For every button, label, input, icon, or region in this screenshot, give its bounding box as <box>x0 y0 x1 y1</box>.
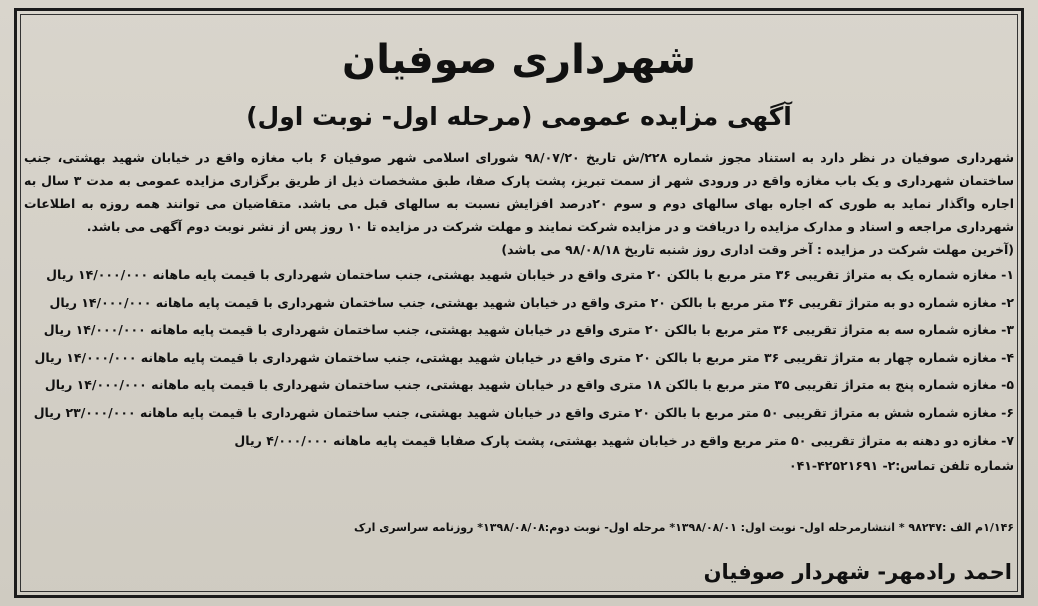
publication-info: ۱/۱۴۶م الف :۹۸۲۴۷ * انتشارمرحله اول- نوبت اول: ۱۳۹۸/۰۸/۰۱* مرحله اول- نوبت دوم:۱۳۹۸/۰۸/۰۸* روزنامه سراسری ارک <box>354 521 1014 534</box>
shop-item-2: ۲- مغازه شماره دو به متراژ تقریبی ۳۶ متر مربع با بالکن ۲۰ متری واقع در خیابان شهید بهشتی، جنب ساختمان شهرداری با قیمت پایه ماهانه ۱۴/۰۰۰/۰۰۰ ریال <box>49 294 1014 310</box>
shop-item-5: ۵- مغازه شماره پنج به متراژ تقریبی ۳۵ متر مربع با بالکن ۱۸ متری واقع در خیابان شهید بهشتی، جنب ساختمان شهرداری با قیمت پایه ماهانه ۱۴/۰۰۰/۰۰۰ ریال <box>44 377 1014 393</box>
mayor-signature: احمد رادمهر- شهردار صوفیان <box>703 560 1012 584</box>
shop-item-3: ۳- مغازه شماره سه به متراژ تقریبی ۳۶ متر مربع با بالکن ۲۰ متری واقع در خیابان شهید بهشتی، جنب ساختمان شهرداری با قیمت پایه ماهانه ۱۴/۰۰۰/۰۰۰ ریال <box>43 322 1014 338</box>
shop-item-1: ۱- مغازه شماره یک به متراژ تقریبی ۳۶ متر مربع با بالکن ۲۰ متری واقع در خیابان شهید بهشتی، جنب ساختمان شهرداری با قیمت پایه ماهانه ۱۴/۰۰۰/۰۰۰ ریال <box>46 267 1014 282</box>
shop-item-6: ۶- مغازه شماره شش به متراژ تقریبی ۵۰ متر مربع با بالکن ۲۰ متری واقع در خیابان شهید بهشتی، جنب ساختمان شهرداری با قیمت پایه ماهانه ۲۳/۰۰۰/۰۰۰ ریال <box>33 404 1014 420</box>
shop-list <box>24 261 1014 454</box>
shop-item-4: ۴- مغازه شماره چهار به متراژ تقریبی ۳۶ متر مربع با بالکن ۲۰ متری واقع در خیابان شهید بهشتی، جنب ساختمان شهرداری با قیمت پایه ماهانه ۱۴/۰۰۰/۰۰۰ ریال <box>34 349 1014 365</box>
deadline-note: (آخرین مهلت شرکت در مزایده : آخر وقت اداری روز شنبه تاریخ ۹۸/۰۸/۱۸ می باشد) <box>501 242 1014 257</box>
ad-body <box>24 146 1014 478</box>
auction-subtitle: آگهی مزایده عمومی (مرحله اول- نوبت اول) <box>246 102 792 131</box>
contact-phone: شماره تلفن تماس:۲- ۴۲۵۲۱۶۹۱-۰۴۱ <box>788 458 1014 474</box>
intro-paragraph: شهرداری صوفیان در نظر دارد به استناد مجوز شماره ۲۲۸/ش تاریخ ۹۸/۰۷/۲۰ شورای اسلامی شهر صوفیان ۶ باب مغازه واقع در خیابان شهید بهشتی، جنب ساختمان شهرداری و یک باب مغازه واقع در ورودی شهر از سمت تبریز، پشت پارک صفا، طبق مشخصات ذیل از طریق برگزاری مزایده عمومی به مدت ۳ سال به اجاره واگذار نماید به طوری که اجاره بهای سالهای دوم و سوم ۲۰درصد افزایش نسبت به سالهای قبل می باشد. متقاضیان می توانند همه روزه به اطلاعات شهرداری مراجعه و اسناد و مدارک مزایده را دریافت و در مزایده شرکت نمایند و مهلت شرکت در مزایده تا ۱۰ روز پس از نشر نوبت دوم آگهی می باشد. <box>24 150 1014 234</box>
municipality-title: شهرداری صوفیان <box>342 37 696 83</box>
shop-item-7: ۷- مغازه دو دهنه به متراژ تقریبی ۵۰ متر مربع واقع در خیابان شهید بهشتی، پشت پارک صفابا قیمت پایه ماهانه ۴/۰۰۰/۰۰۰ ریال <box>234 432 1014 448</box>
